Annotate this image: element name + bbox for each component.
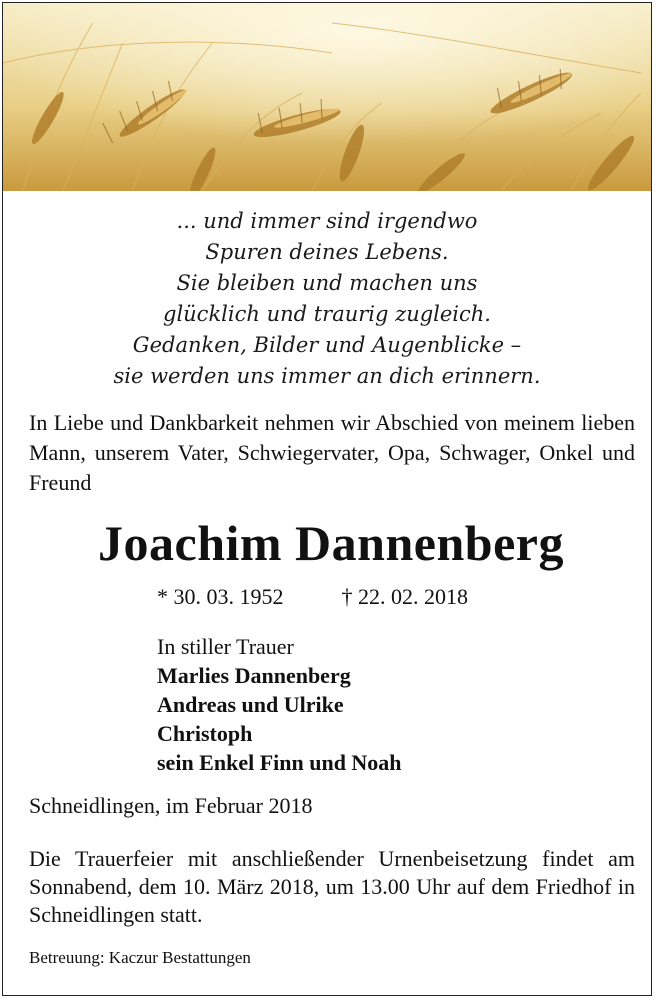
life-dates [157, 583, 468, 611]
wheat-illustration [3, 3, 651, 191]
mourner-name: Marlies Dannenberg [157, 663, 351, 688]
poem-line: sie werden uns immer an dich erinnern. [113, 364, 541, 388]
mourner-name: Andreas und Ulrike [157, 692, 344, 717]
place-and-date: Schneidlingen, im Februar 2018 [29, 793, 313, 818]
funeral-service-info: Die Trauerfeier mit anschließender Urnenbeisetzung findet am Sonnabend, dem 10. März 2018, um 13.00 Uhr auf dem Friedhof in Schneidlingen statt. [29, 846, 635, 927]
poem-line: Sie bleiben und machen uns [176, 271, 478, 295]
death-date: † 22. 02. 2018 [341, 584, 468, 609]
wheat-banner-image [3, 3, 651, 191]
poem-line: Spuren deines Lebens. [205, 240, 449, 264]
mourner-name: sein Enkel Finn und Noah [157, 750, 402, 775]
poem-line: Gedanken, Bilder und Augenblicke – [132, 333, 522, 357]
deceased-name: Joachim Dannenberg [98, 515, 564, 571]
funeral-home-credit: Betreuung: Kaczur Bestattungen [29, 948, 251, 967]
poem-line: ... und immer sind irgendwo [176, 209, 478, 233]
mourners-heading: In stiller Trauer [157, 634, 294, 659]
poem-line: glücklich und traurig zugleich. [163, 302, 491, 326]
birth-date: * 30. 03. 1952 [157, 584, 284, 609]
mourners-list [157, 632, 402, 777]
obituary-notice [2, 2, 652, 996]
mourner-name: Christoph [157, 721, 253, 746]
farewell-intro-text: In Liebe und Dankbarkeit nehmen wir Abschied von meinem lieben Mann, unserem Vater, Schwiegervater, Opa, Schwager, Onkel und Freund [29, 410, 635, 495]
memorial-poem [3, 206, 651, 392]
